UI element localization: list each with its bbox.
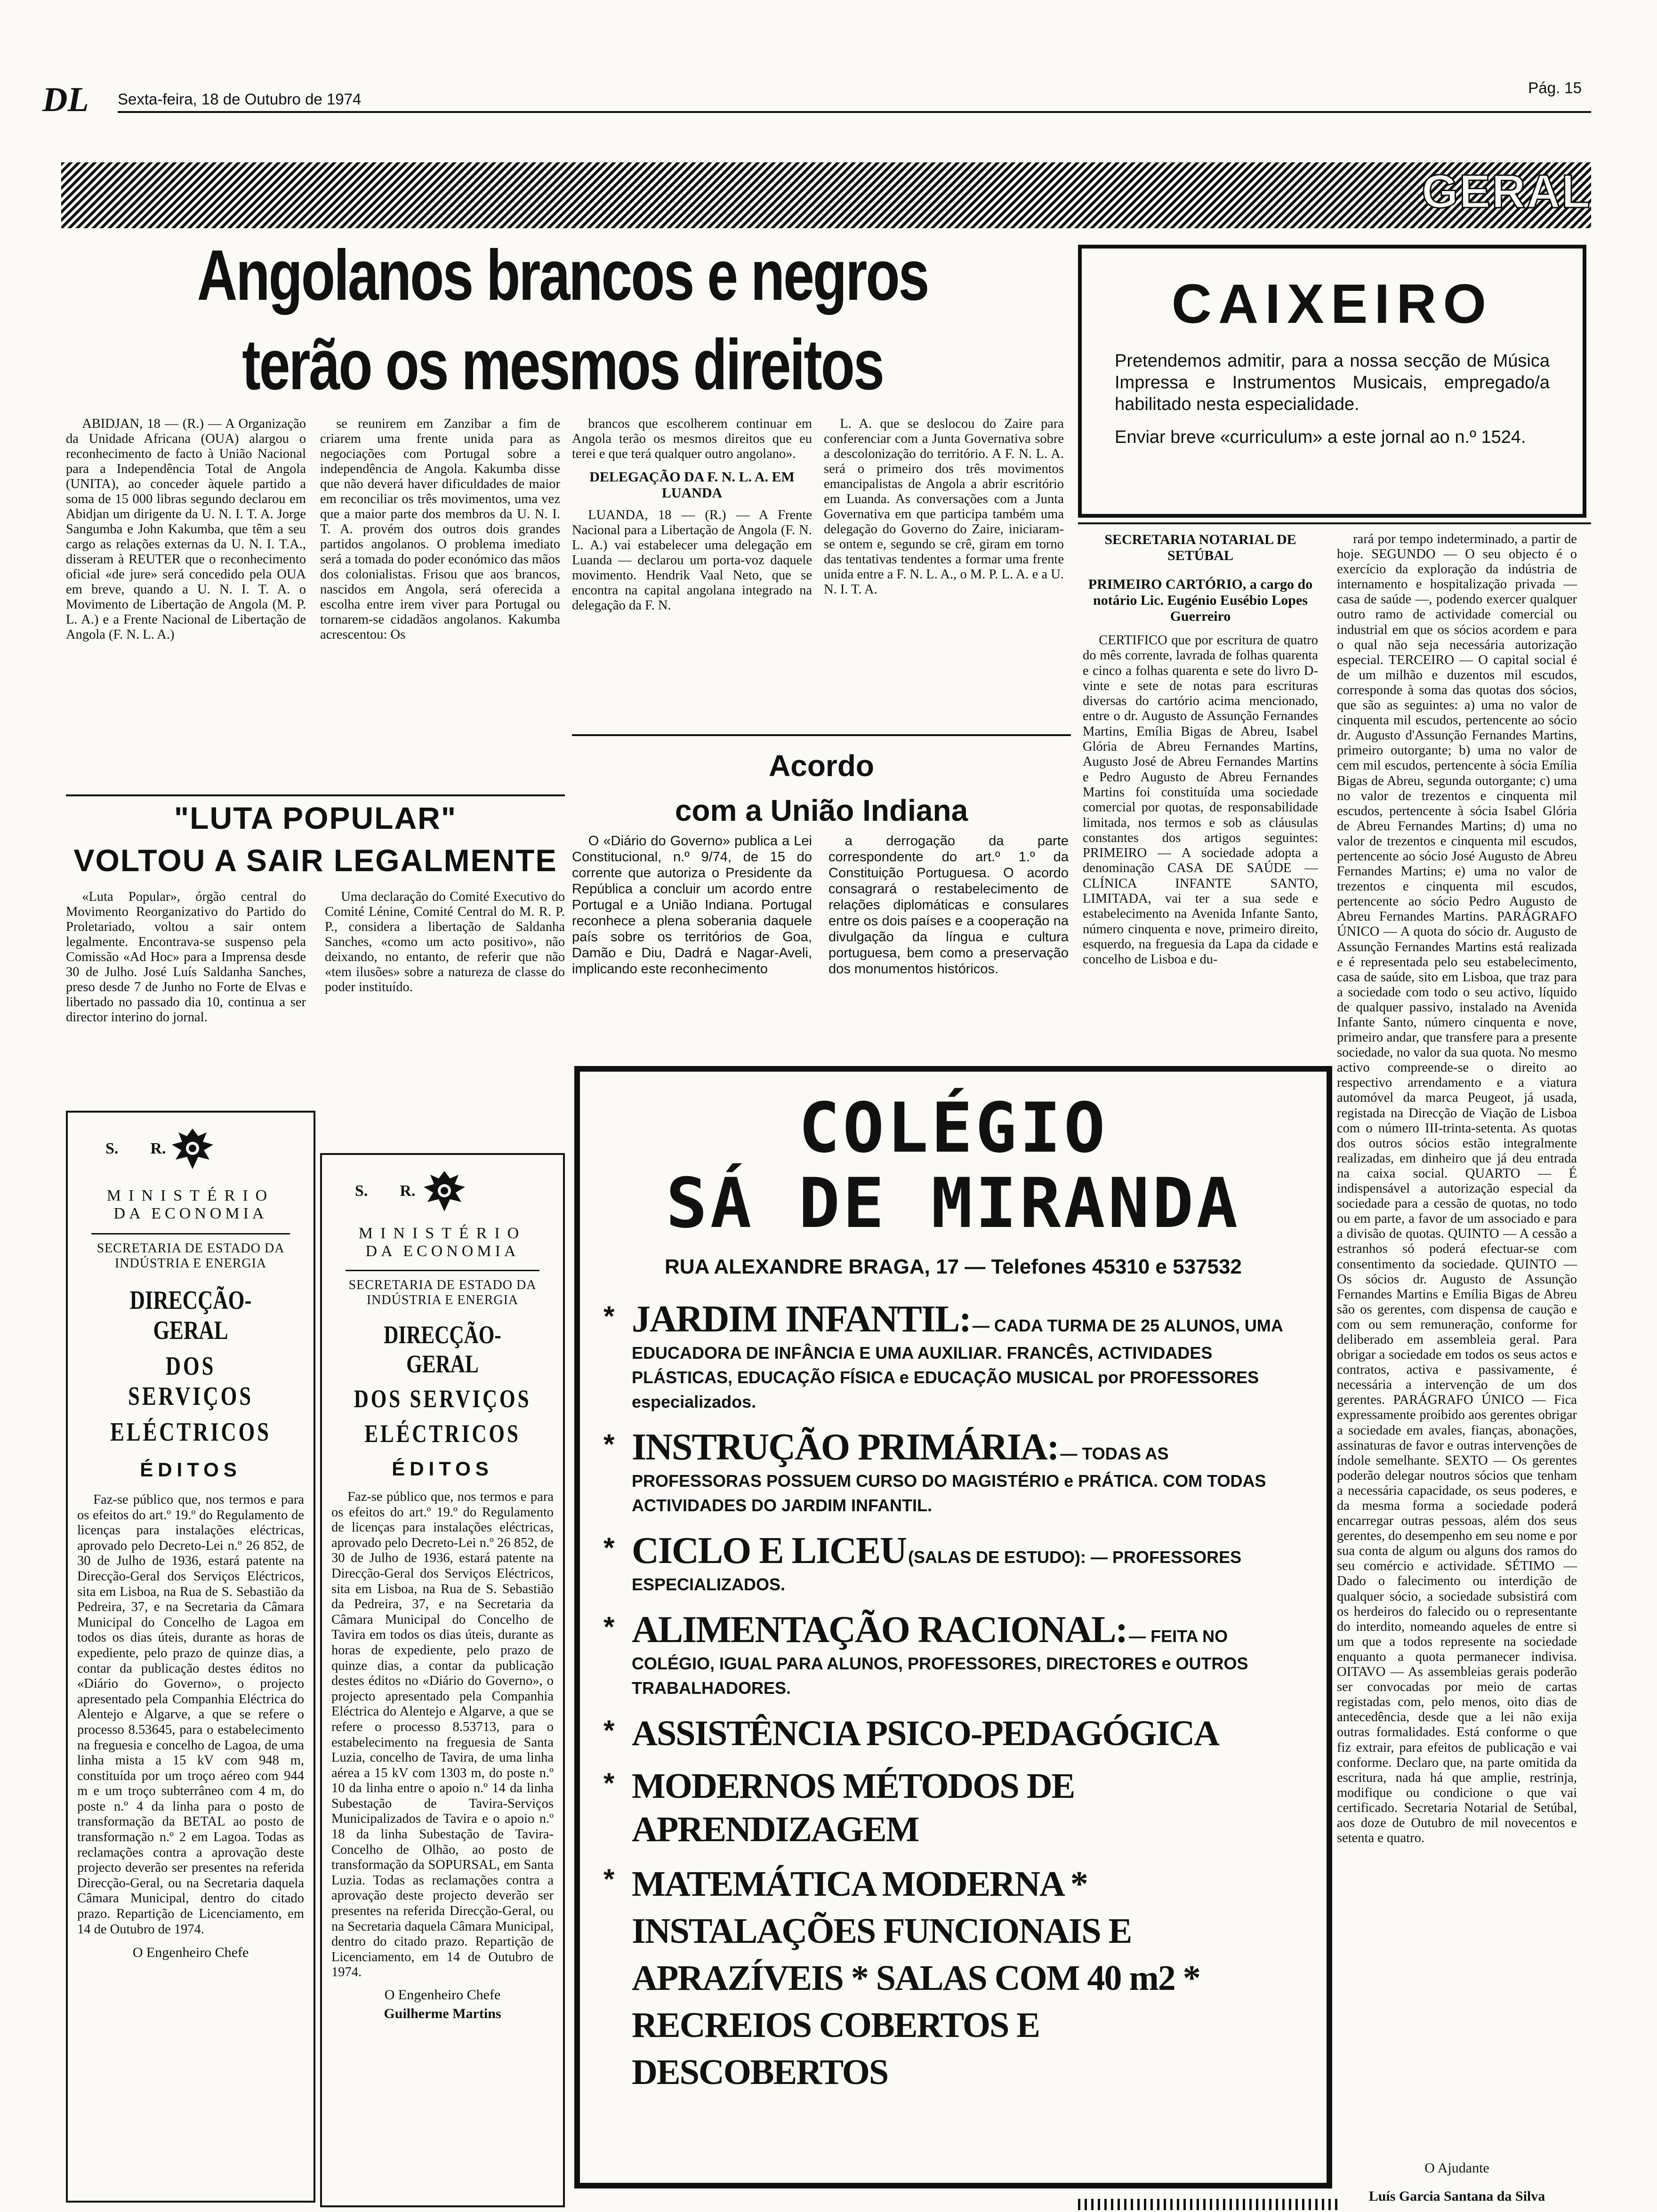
- colegio-item: [603, 1764, 1303, 1851]
- notarial-sign-name: Luís Garcia Santana da Silva: [1368, 2188, 1545, 2204]
- lead-column-4: L. A. que se deslocou do Zaire para conferenciar com a Junta Governativa sobre a descolonização do território. A F. N. L. A. será o primeiro dos três movimentos emancipalistas de Angola a abrir escritório em Luanda. As conversações com a Junta Governativa em que participa também uma delegação do Governo do Zaire, iniciaram-se ontem e, segundo se crê, giram em torno das tentativas tendentes a formar uma frente unida entre a F. N. L. A., o M. P. L. A. e a U. N. I. T. A.: [824, 417, 1064, 597]
- colegio-item-text: — CADA TURMA DE 25 ALUNOS, UMA EDUCADORA DE INFÂNCIA E UMA AUXILIAR. FRANCÊS, ACTIVIDADES PLÁSTICAS, EDUCAÇÃO FÍSICA e EDUCAÇÃO MUSICAL por PROFESSORES especializados.: [632, 1316, 1283, 1411]
- notarial-subheader: PRIMEIRO CARTÓRIO, a cargo do notário Lic. Eugénio Eusébio Lopes Guerreiro: [1088, 577, 1313, 624]
- colegio-item-head: JARDIM INFANTIL:: [632, 1298, 971, 1340]
- secretariat-name: SECRETARIA DE ESTADO DA INDÚSTRIA E ENERGIA: [97, 1241, 285, 1271]
- newspaper-logo: DL: [42, 80, 89, 119]
- editos-sign-role: O Engenheiro Chefe: [384, 1987, 501, 2003]
- directorate-line-2: DOS SERVIÇOS: [354, 1385, 531, 1413]
- asterisk-icon: *: [603, 1715, 615, 1746]
- secretariat-name: SECRETARIA DE ESTADO DA INDÚSTRIA E ENERGIA: [348, 1278, 537, 1307]
- colegio-item-text: — FEITA NO COLÉGIO, IGUAL PARA ALUNOS, PROFESSORES, DIRECTORES e OUTROS TRABALHADORES.: [632, 1627, 1248, 1698]
- editos-sign-role: O Engenheiro Chefe: [132, 1945, 249, 1961]
- colegio-item: [603, 1608, 1303, 1700]
- directorate-line-2: DOS SERVIÇOS: [128, 1352, 253, 1411]
- editos-sr-label: S. R.: [355, 1182, 416, 1200]
- directorate-line-1: DIRECÇÃO-GERAL: [129, 1286, 252, 1345]
- colegio-item-head: CICLO E LICEU: [632, 1530, 907, 1571]
- section-banner: [61, 162, 1591, 228]
- section-label: GERAL: [1422, 165, 1591, 218]
- lead-headline-1: Angolanos brancos e negros: [197, 235, 928, 315]
- lead-column-2: se reunirem em Zanzibar a fim de criarem uma frente unida para as negociações com Portugal sobre a independência de Angola. Kakumba disse que não deverá haver dificuldades de maior em reconciliar os três movimentos, uma vez que a maior parte dos membros da U. N. I. T. A. provém dos outros dois grandes partidos angolanos. O problema imediato será a tomada do poder económico das mãos dos colonialistas. Frisou que aos brancos, nascidos em Angola, será oferecida a escolha entre irem viver para Portugal ou tornarem-se cidadãos angolanos. Kakumba acrescentou: Os: [320, 417, 560, 642]
- acordo-column-1: O «Diário do Governo» publica a Lei Constitucional, n.º 9/74, de 15 do corrente que autoriza o Presidente da República a concluir um acordo entre Portugal e a União Indiana. Portugal reconhece a plena soberania daquele país sobre os territórios de Goa, Damão e Diu, Dadrá e Nagar-Aveli, implicando este reconhecimento: [572, 834, 812, 977]
- acordo-column-2: a derrogação da parte correspondente do art.º 1.º da Constituição Portuguesa. O acordo consagrará o restabelecimento de relações diplomáticas e consulares entre os dois países e a cooperação na divulgação da língua e cultura portuguesa, bem como a preservação dos monumentos históricos.: [828, 834, 1069, 977]
- editos-label: ÉDITOS: [392, 1458, 493, 1480]
- masthead-rule: [118, 111, 1591, 113]
- section-divider: [572, 734, 1071, 736]
- asterisk-icon: *: [603, 1611, 615, 1643]
- asterisk-icon: *: [603, 1863, 615, 1895]
- lead-subhead: DELEGAÇÃO DA F. N. L. A. EM LUANDA: [589, 469, 795, 501]
- colegio-item-head: ALIMENTAÇÃO RACIONAL:: [632, 1609, 1127, 1651]
- directorate-line-1: DIRECÇÃO-GERAL: [384, 1321, 501, 1378]
- editos-label: ÉDITOS: [140, 1459, 241, 1481]
- ministry-name: MINISTÉRIO: [106, 1187, 275, 1204]
- lead-headline-2: terão os mesmos direitos: [242, 325, 883, 405]
- page-number: Pág. 15: [1528, 79, 1582, 96]
- coat-of-arms-icon: [421, 1168, 468, 1215]
- notarial-header: SECRETARIA NOTARIAL DE SETÚBAL: [1104, 532, 1296, 563]
- notarial-sign-role: O Ajudante: [1424, 2160, 1489, 2176]
- asterisk-icon: *: [603, 1300, 615, 1332]
- luta-column-1: «Luta Popular», órgão central do Movimento Reorganizativo do Partido do Proletariado, voltou a sair ontem legalmente. Encontrava-se suspenso pela Comissão «Ad Hoc» para a Imprensa desde 30 de Julho. José Luís Saldanha Sanches, preso desde 7 de Junho no Forte de Elvas e libertado no passado dia 10, continua a ser director interino do jornal.: [66, 890, 306, 1025]
- colegio-item-head: MATEMÁTICA MODERNA * INSTALAÇÕES FUNCIONAIS E APRAZÍVEIS * SALAS COM 40 m2 * RECREIOS COBERTOS E DESCOBERTOS: [632, 1864, 1200, 2092]
- ministry-subname: DA ECONOMIA: [113, 1205, 268, 1222]
- issue-date: Sexta-feira, 18 de Outubro de 1974: [118, 90, 362, 108]
- asterisk-icon: *: [603, 1532, 615, 1563]
- colegio-address: RUA ALEXANDRE BRAGA, 17 — Telefones 45310 e 537532: [665, 1255, 1242, 1278]
- colegio-item: [603, 1712, 1303, 1755]
- colegio-title-2: SÁ DE MIRANDA: [666, 1163, 1241, 1243]
- luta-column-2: Uma declaração do Comité Executivo do Comité Lénine, Comité Central do M. R. P. P., considera a libertação de Saldanha Sanches, «como um acto positivo», não deixando, no entanto, de referir que não «tem ilusões» sobre a natureza de classe do poder instituído.: [325, 890, 565, 994]
- colegio-item-text: (SALAS DE ESTUDO): — PROFESSORES ESPECIALIZADOS.: [632, 1547, 1242, 1594]
- colegio-item-text: — TODAS AS PROFESSORAS POSSUEM CURSO DO MAGISTÉRIO e PRÁTICA. COM TODAS ACTIVIDADES DO JARDIM INFANTIL.: [632, 1444, 1266, 1515]
- colegio-title-1: COLÉGIO: [798, 1088, 1108, 1168]
- ministry-subname: DA ECONOMIA: [365, 1242, 520, 1260]
- lead-column-1: ABIDJAN, 18 — (R.) — A Organização da Unidade Africana (OUA) alargou o reconhecimento de facto à União Nacional para a Independência Total de Angola (UNITA), ao conceder àquele partido a soma de 15 000 libras segundo declarou em Abidjan um dirigente da U. N. I. T. A. Jorge Sangumba e John Kakumba, que têm a seu cargo as relações externas da U. N. I. T.A., disseram à REUTER que o reconhecimento oficial «de jure» será concedido pela OUA em breve, quando a U. N. I. T. A. o Movimento de Libertação de Angola (M. P. L. A.) e a Frente Nacional de Libertação de Angola (F. N. L. A.): [66, 417, 306, 642]
- notarial-column-2: rará por tempo indeterminado, a partir de hoje. SEGUNDO — O seu objecto é o exercício da exploração da indústria de internamento e hospitalização privada — casa de saúde —, podendo exercer qualquer outro ramo de actividade comercial ou industrial em que os sócios acordem e para o qual não seja necessária autorização especial. TERCEIRO — O capital social é de um milhão e duzentos mil escudos, corresponde à soma das quotas dos sócios, que são as seguintes: a) uma no valor de cinquenta mil escudos, pertencente ao sócio dr. Augusto d'Assunção Fernandes Martins, primeiro outorgante; b) uma no valor de cem mil escudos, pertencente à sócia Emília Bigas de Abreu, segunda outorgante; c) uma no valor de trezentos e cinquenta mil escudos, pertencente à sócia Isabel Glória de Abreu Fernandes Martins; d) uma no valor de trezentos e cinquenta mil escudos, pertencente ao sócio José Augusto de Abreu Fernandes Martins; e) uma no valor de trezentos e cinquenta mil escudos, pertencente ao sócio Pedro Augusto de Abreu Fernandes Martins. PARÁGRAFO ÚNICO — A quota do sócio dr. Augusto de Assunção Fernandes Martins está realizada e é representada pelo seu estabelecimento, casa de saúde, sito em Lisboa, que traz para a sociedade com todo o seu activo, líquido de qualquer passivo, instalado na Avenida Infante Santo, número cinquenta e nove, primeiro andar, que transfere para a presente sociedade, no valor da sua quota. No mesmo activo compreende-se o direito ao respectivo arrendamento e a viatura automóvel da marca Peugeot, já usada, registada na Direcção de Viação de Lisboa com o número III-trinta-setenta. As quotas dos outros sócios estão integralmente realizadas, em dinheiro que já deu entrada na caixa social. QUARTO — É indispensável a autorização especial da sociedade para a cessão de quotas, no todo ou em parte, a favor de um associado e para a divisão de quotas. QUINTO — A cessão a estranhos só poderá efectuar-se com consentimento da sociedade. QUINTO — Os sócios dr. Augusto de Assunção Fernandes Martins e Emília Bigas de Abreu são os gerentes, com dispensa de caução e com ou sem remuneração, conforme for deliberado em assembleia geral. Para obrigar a sociedade em todos os seus actos e contratos, activa e passivamente, é necessária a intervenção de um dos gerentes. PARÁGRAFO ÚNICO — Fica expressamente proibido aos gerentes obrigar a sociedade em avales, fianças, abonações, assinaturas de favor e outras intervenções de índole semelhante. SEXTO — Os gerentes poderão delegar noutros sócios que tenham a necessária capacidade, os seus poderes, e da mesma forma a sociedade poderá encarregar outras pessoas, além dos seus gerentes, do desempenho em seu nome e por sua conta de algum ou alguns dos ramos do seu comércio e actividade. SÉTIMO — Dado o falecimento ou interdição de qualquer sócio, a sociedade subsistirá com os herdeiros do falecido ou o representante do interdito, nomeando aqueles de entre si um que a todos represente na sociedade enquanto a quota permanecer indivisa. OITAVO — As assembleias gerais poderão ser convocadas por meio de cartas registadas com, pelo menos, oito dias de antecedência, desde que a lei não exija outras formalidades. Está conforme o que fiz extrair, para efeitos de publicação e vai conforme. Declaro que, na parte omitida da escritura, nada há que amplie, restrinja, modifique ou condicione o que vai certificado. Secretaria Notarial de Setúbal, aos doze de Outubro de mil novecentos e setenta e quatro.: [1337, 532, 1577, 1846]
- lead-column-3: brancos que escolherem continuar em Angola terão os mesmos direitos que eu terei e que terá qualquer outro angolano». DELEGAÇÃO DA F. N. L. A. EM LUANDA LUANDA, 18 — (R.) — A Frente Nacional para a Libertação de Angola (F. N. L. A.) vai estabelecer uma delegação em Luanda — declarou um porta-voz daquele movimento. Hendrik Vaal Neto, que se encontra na capital angolana integrado na delegação da F. N.: [572, 417, 812, 613]
- directorate-line-3: ELÉCTRICOS: [364, 1419, 521, 1448]
- directorate-line-3: ELÉCTRICOS: [110, 1418, 271, 1447]
- caixeiro-ad: [1078, 245, 1586, 518]
- caixeiro-title: CAIXEIRO: [1171, 273, 1493, 335]
- colegio-item-head: MODERNOS MÉTODOS DE APRENDIZAGEM: [632, 1766, 1075, 1849]
- editos-sr-label: S. R.: [105, 1140, 166, 1157]
- asterisk-icon: *: [603, 1767, 615, 1799]
- asterisk-icon: *: [603, 1428, 615, 1460]
- editos-notice-tavira: [320, 1153, 565, 2207]
- column-divider: [1078, 522, 1591, 524]
- masthead: [42, 71, 1596, 118]
- luta-headline-1: "LUTA POPULAR": [174, 801, 457, 835]
- coat-of-arms-icon: [169, 1126, 216, 1173]
- editos-sign-name: Guilherme Martins: [384, 2006, 501, 2021]
- colegio-item: [603, 1529, 1303, 1597]
- bottom-bar: [1078, 2199, 1342, 2210]
- caixeiro-body: Pretendemos admitir, para a nossa secção de Música Impressa e Instrumentos Musicais, empregado/a habilitado nesta especialidade.: [1115, 351, 1550, 414]
- colegio-item: [603, 1298, 1303, 1414]
- notarial-column-1: CERTIFICO que por escritura de quatro do mês corrente, lavrada de folhas quarenta e cinco a folhas quarenta e sete do livro D-vinte e sete de notas para escrituras diversas do cartório acima mencionado, entre o dr. Augusto de Assunção Fernandes Martins, Emília Bigas de Abreu, Isabel Glória de Abreu Fernandes Martins, Augusto José de Abreu Fernandes Martins e Pedro Augusto de Abreu Fernandes Martins foi constituída uma sociedade comercial por quotas, de responsabilidade limitada, nos termos e sob as cláusulas constantes dos artigos seguintes: PRIMEIRO — A sociedade adopta a denominação CASA DE SAÚDE — CLÍNICA INFANTE SANTO, LIMITADA, vai ter a sua sede e estabelecimento na Avenida Infante Santo, número cinquenta e nove, primeiro direito, esquerdo, na freguesia da Lapa da cidade e concelho de Lisboa e du-: [1083, 633, 1318, 967]
- luta-headline-2: VOLTOU A SAIR LEGALMENTE: [73, 843, 557, 878]
- colegio-item-head: INSTRUÇÃO PRIMÁRIA:: [632, 1427, 1059, 1468]
- editos-notice-lagoa: [66, 1111, 315, 2203]
- colegio-item-head: ASSISTÊNCIA PSICO-PEDAGÓGICA: [632, 1714, 1219, 1753]
- colegio-item: [603, 1426, 1303, 1518]
- section-divider: [66, 794, 565, 796]
- acordo-headline-2: com a União Indiana: [675, 793, 968, 827]
- colegio-item: [603, 1860, 1303, 2096]
- caixeiro-contact: Enviar breve «curriculum» a este jornal ao n.º 1524.: [1115, 427, 1526, 447]
- editos-body: Faz-se público que, nos termos e para os efeitos do art.º 19.º do Regulamento de licenças para instalações eléctricas, aprovado pelo Decreto-Lei n.º 26 852, de 30 de Julho de 1936, estará patente na Direcção-Geral dos Serviços Eléctricos, sita em Lisboa, na Rua de S. Sebastião da Pedreira, 37, e na Secretaria da Câmara Municipal do Concelho de Tavira em todos os dias úteis, durante as horas de expediente, pelo prazo de quinze dias, a contar da publicação destes éditos no «Diário do Governo», o projecto apresentado pela Companhia Eléctrica do Alentejo e Algarve, a que se refere o processo 8.53713, para o estabelecimento na freguesia de Santa Luzia, concelho de Tavira, de uma linha aérea a 15 kV com 1303 m, do poste n.º 10 da linha entre o apoio n.º 14 da linha Subestação de Tavira-Serviços Municipalizados de Tavira e o apoio n.º 18 da linha Subestação de Tavira-Concelho de Olhão, ao posto de transformação da SOPURSAL, em Santa Luzia. Todas as reclamações contra a aprovação deste projecto deverão ser presentes na referida Direcção-Geral, ou na Secretaria daquela Câmara Municipal, dentro do citado prazo. Repartição de Licenciamento, em 14 de Outubro de 1974.: [331, 1490, 554, 1980]
- colegio-item-list: [603, 1298, 1303, 2096]
- ministry-name: MINISTÉRIO: [358, 1225, 527, 1242]
- editos-body: Faz-se público que, nos termos e para os efeitos do art.º 19.º do Regulamento de licenças para instalações eléctricas, aprovado pelo Decreto-Lei n.º 26 852, de 30 de Julho de 1936, estará patente na Direcção-Geral dos Serviços Eléctricos, sita em Lisboa, na Rua de S. Sebastião da Pedreira, 37, e na Secretaria da Câmara Municipal do Concelho de Lagoa em todos os dias úteis, durante as horas de expediente, pelo prazo de quinze dias, a contar da publicação destes éditos no «Diário do Governo», o projecto apresentado pela Companhia Eléctrica do Alentejo e Algarve, a que se refere o processo 8.53645, para o estabelecimento na freguesia e concelho de Lagoa, de uma linha mista a 15 kV com 948 m, constituída por um troço aéreo com 944 m e um troço subterrâneo com 4 m, do poste n.º 4 da linha para o posto de transformação da BETAL ao posto de transformação n.º 2 em Lagoa. Todas as reclamações contra a aprovação deste projecto deverão ser presentes na referida Direcção-Geral, ou na Secretaria daquela Câmara Municipal, dentro do citado prazo. Repartição de Licenciamento, em 14 de Outubro de 1974.: [77, 1492, 304, 1937]
- colegio-ad: [574, 1066, 1332, 2188]
- acordo-headline-1: Acordo: [769, 749, 874, 783]
